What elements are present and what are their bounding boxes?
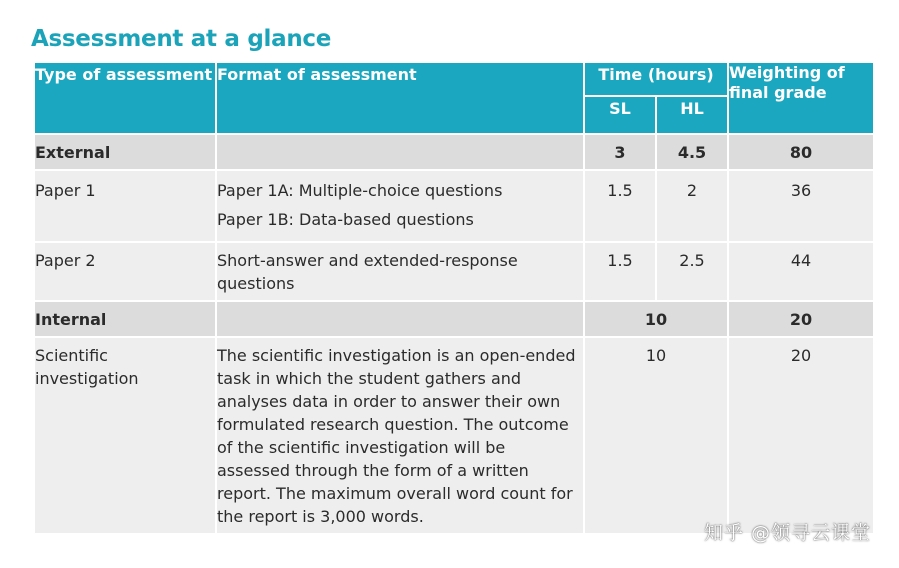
- assessment-table: [33, 61, 875, 535]
- paper1-format-b: Paper 1B: Data-based questions: [217, 210, 474, 229]
- row-scientific-investigation: [34, 337, 874, 534]
- row-internal: [34, 301, 874, 337]
- header-type: Type of assessment: [34, 62, 216, 134]
- row-paper-1: [34, 170, 874, 242]
- header-hl: HL: [656, 96, 728, 134]
- watermark: 知乎 @领寻云课堂: [703, 522, 871, 544]
- paper2-sl: 1.5: [584, 242, 656, 301]
- paper2-weighting: 44: [728, 242, 874, 301]
- header-format: Format of assessment: [216, 62, 584, 134]
- internal-time: 10: [584, 301, 728, 337]
- paper2-format: Short-answer and extended-response questions: [216, 242, 584, 301]
- paper1-label: Paper 1: [34, 170, 216, 242]
- paper1-hl: 2: [656, 170, 728, 242]
- header-sl: SL: [584, 96, 656, 134]
- scientific-time: 10: [584, 337, 728, 534]
- internal-format: [216, 301, 584, 337]
- external-format: [216, 134, 584, 170]
- header-row-top: [34, 62, 874, 96]
- row-paper-2: [34, 242, 874, 301]
- internal-label: Internal: [34, 301, 216, 337]
- external-sl: 3: [584, 134, 656, 170]
- row-external: [34, 134, 874, 170]
- header-time: Time (hours): [584, 62, 728, 96]
- paper1-weighting: 36: [728, 170, 874, 242]
- internal-weighting: 20: [728, 301, 874, 337]
- paper2-label: Paper 2: [34, 242, 216, 301]
- paper1-format: [216, 170, 584, 242]
- paper1-sl: 1.5: [584, 170, 656, 242]
- scientific-format: The scientific investigation is an open-ended task in which the student gathers and analyses data in order to answer their own formulated research question. The outcome of the scientific investigation will be assessed through the form of a written report. The maximum overall word count for the report is 3,000 words.: [216, 337, 584, 534]
- external-hl: 4.5: [656, 134, 728, 170]
- header-weighting: Weighting of final grade: [728, 62, 874, 134]
- scientific-weighting: 20: [728, 337, 874, 534]
- external-label: External: [34, 134, 216, 170]
- page-title: Assessment at a glance: [31, 26, 332, 52]
- paper1-format-a: Paper 1A: Multiple-choice questions: [217, 181, 503, 200]
- external-weighting: 80: [728, 134, 874, 170]
- paper2-hl: 2.5: [656, 242, 728, 301]
- scientific-label: Scientific investigation: [34, 337, 216, 534]
